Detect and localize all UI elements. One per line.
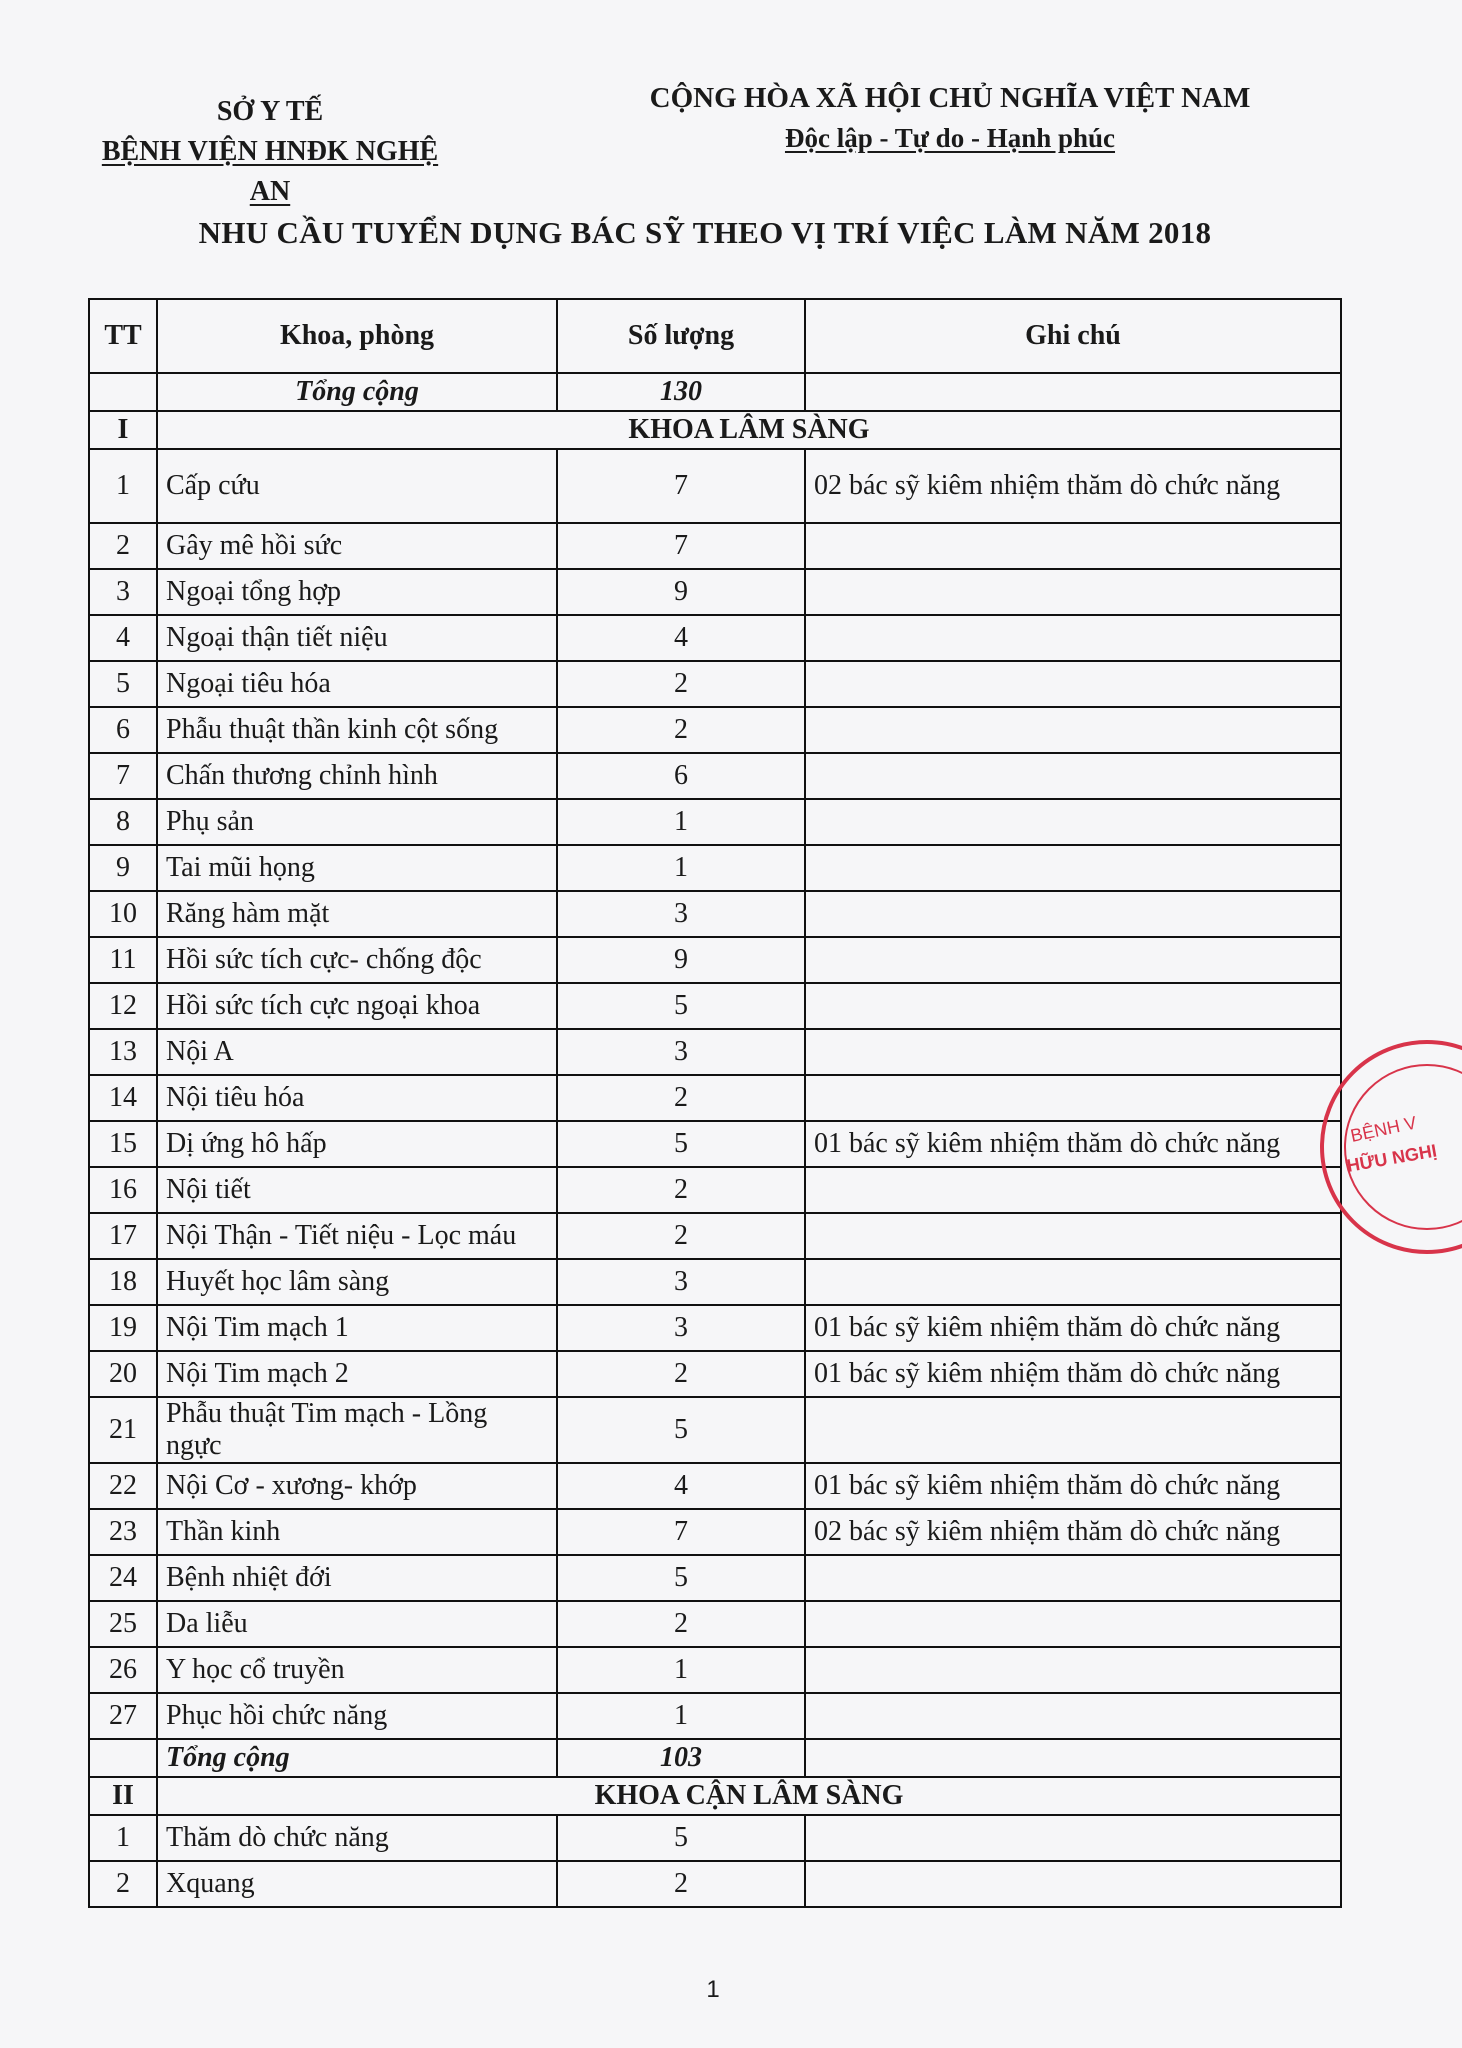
note	[805, 799, 1341, 845]
quantity: 3	[557, 1305, 805, 1351]
column-header-department: Khoa, phòng	[157, 299, 557, 373]
department-name: Y học cổ truyền	[157, 1647, 557, 1693]
table-body	[89, 299, 1341, 1907]
quantity: 5	[557, 1397, 805, 1463]
agency-header	[80, 92, 460, 212]
department-name: Thăm dò chức năng	[157, 1815, 557, 1861]
table-row	[89, 1815, 1341, 1861]
note	[805, 569, 1341, 615]
row-number: 13	[89, 1029, 157, 1075]
grand-total-value: 130	[557, 373, 805, 411]
row-number: 26	[89, 1647, 157, 1693]
table-row	[89, 753, 1341, 799]
grand-total-label: Tổng cộng	[157, 373, 557, 411]
section-total-label: Tổng cộng	[157, 1739, 557, 1777]
department-name: Ngoại tiêu hóa	[157, 661, 557, 707]
quantity: 1	[557, 845, 805, 891]
department-name: Tai mũi họng	[157, 845, 557, 891]
note	[805, 1861, 1341, 1907]
department-name: Hồi sức tích cực- chống độc	[157, 937, 557, 983]
table-row	[89, 523, 1341, 569]
section-total-row	[89, 1739, 1341, 1777]
note	[805, 1555, 1341, 1601]
department-name: Ngoại thận tiết niệu	[157, 615, 557, 661]
quantity: 2	[557, 1075, 805, 1121]
table-row	[89, 1213, 1341, 1259]
department-name: Bệnh nhiệt đới	[157, 1555, 557, 1601]
note: 02 bác sỹ kiêm nhiệm thăm dò chức năng	[805, 449, 1341, 523]
table-row	[89, 1305, 1341, 1351]
note: 01 bác sỹ kiêm nhiệm thăm dò chức năng	[805, 1463, 1341, 1509]
department-name: Phục hồi chức năng	[157, 1693, 557, 1739]
table-row	[89, 1555, 1341, 1601]
quantity: 3	[557, 1029, 805, 1075]
quantity: 2	[557, 1861, 805, 1907]
department-name: Xquang	[157, 1861, 557, 1907]
note	[805, 1029, 1341, 1075]
row-number: 16	[89, 1167, 157, 1213]
quantity: 1	[557, 1647, 805, 1693]
table-row	[89, 615, 1341, 661]
table-row	[89, 569, 1341, 615]
quantity: 7	[557, 523, 805, 569]
table-row	[89, 1509, 1341, 1555]
department-name: Da liễu	[157, 1601, 557, 1647]
table-header-row	[89, 299, 1341, 373]
department-name: Gây mê hồi sức	[157, 523, 557, 569]
row-number: 25	[89, 1601, 157, 1647]
note	[805, 845, 1341, 891]
table-cell	[89, 373, 157, 411]
column-header-quantity: Số lượng	[557, 299, 805, 373]
section-total-value: 103	[557, 1739, 805, 1777]
svg-text:BỆNH V: BỆNH V	[1348, 1112, 1419, 1146]
quantity: 2	[557, 707, 805, 753]
row-number: 10	[89, 891, 157, 937]
quantity: 7	[557, 449, 805, 523]
table-row	[89, 1463, 1341, 1509]
note	[805, 661, 1341, 707]
department-name: Nội Thận - Tiết niệu - Lọc máu	[157, 1213, 557, 1259]
note	[805, 1259, 1341, 1305]
table-row	[89, 1693, 1341, 1739]
note	[805, 1647, 1341, 1693]
table-row	[89, 983, 1341, 1029]
department-name: Ngoại tổng hợp	[157, 569, 557, 615]
table-row	[89, 1121, 1341, 1167]
section-title: KHOA LÂM SÀNG	[157, 411, 1341, 449]
table-row	[89, 707, 1341, 753]
note	[805, 1815, 1341, 1861]
department-name: Răng hàm mặt	[157, 891, 557, 937]
row-number: 22	[89, 1463, 157, 1509]
row-number: 2	[89, 523, 157, 569]
note	[805, 1075, 1341, 1121]
department-name: Nội tiết	[157, 1167, 557, 1213]
quantity: 5	[557, 1815, 805, 1861]
table-row	[89, 449, 1341, 523]
quantity: 2	[557, 1167, 805, 1213]
department-name: Phụ sản	[157, 799, 557, 845]
document-title: NHU CẦU TUYỂN DỤNG BÁC SỸ THEO VỊ TRÍ VIỆC LÀM NĂM 2018	[198, 215, 1212, 250]
quantity: 4	[557, 1463, 805, 1509]
quantity: 9	[557, 569, 805, 615]
table-row	[89, 1861, 1341, 1907]
row-number: 1	[89, 1815, 157, 1861]
section-numeral: I	[89, 411, 157, 449]
section-numeral: II	[89, 1777, 157, 1815]
column-header-note: Ghi chú	[805, 299, 1341, 373]
row-number: 9	[89, 845, 157, 891]
quantity: 5	[557, 983, 805, 1029]
note	[805, 937, 1341, 983]
department-name: Nội Tim mạch 1	[157, 1305, 557, 1351]
row-number: 17	[89, 1213, 157, 1259]
table-row	[89, 1601, 1341, 1647]
note: 01 bác sỹ kiêm nhiệm thăm dò chức năng	[805, 1305, 1341, 1351]
note	[805, 753, 1341, 799]
note: 02 bác sỹ kiêm nhiệm thăm dò chức năng	[805, 1509, 1341, 1555]
note	[805, 615, 1341, 661]
quantity: 2	[557, 661, 805, 707]
table-row	[89, 1075, 1341, 1121]
note	[805, 523, 1341, 569]
note: 01 bác sỹ kiêm nhiệm thăm dò chức năng	[805, 1351, 1341, 1397]
quantity: 1	[557, 1693, 805, 1739]
department-name: Chấn thương chỉnh hình	[157, 753, 557, 799]
department-name: Nội tiêu hóa	[157, 1075, 557, 1121]
row-number: 27	[89, 1693, 157, 1739]
quantity: 7	[557, 1509, 805, 1555]
quantity: 1	[557, 799, 805, 845]
table-row	[89, 1029, 1341, 1075]
table-row	[89, 1259, 1341, 1305]
recruitment-table	[88, 298, 1342, 1908]
table-row	[89, 891, 1341, 937]
table-row	[89, 799, 1341, 845]
ministry-name: SỞ Y TẾ	[216, 96, 324, 127]
quantity: 5	[557, 1121, 805, 1167]
grand-total-row	[89, 373, 1341, 411]
section-header-row	[89, 1777, 1341, 1815]
table-cell	[89, 1739, 157, 1777]
table-row	[89, 1397, 1341, 1463]
page-number: 1	[706, 1976, 720, 2003]
row-number: 24	[89, 1555, 157, 1601]
row-number: 6	[89, 707, 157, 753]
row-number: 21	[89, 1397, 157, 1463]
row-number: 11	[89, 937, 157, 983]
row-number: 23	[89, 1509, 157, 1555]
department-name: Nội Tim mạch 2	[157, 1351, 557, 1397]
note	[805, 1693, 1341, 1739]
department-name: Cấp cứu	[157, 449, 557, 523]
department-name: Huyết học lâm sàng	[157, 1259, 557, 1305]
table-cell	[805, 1739, 1341, 1777]
row-number: 12	[89, 983, 157, 1029]
hospital-name: BỆNH VIỆN HNĐK NGHỆ AN	[101, 136, 439, 207]
table-row	[89, 1167, 1341, 1213]
quantity: 2	[557, 1213, 805, 1259]
official-seal-stamp	[1312, 1032, 1462, 1262]
department-name: Dị ứng hô hấp	[157, 1121, 557, 1167]
column-header-tt: TT	[89, 299, 157, 373]
quantity: 4	[557, 615, 805, 661]
note	[805, 707, 1341, 753]
row-number: 19	[89, 1305, 157, 1351]
quantity: 2	[557, 1601, 805, 1647]
table-row	[89, 661, 1341, 707]
note	[805, 1167, 1341, 1213]
table-cell	[805, 373, 1341, 411]
row-number: 5	[89, 661, 157, 707]
svg-text:HỮU NGHỊ: HỮU NGHỊ	[1345, 1140, 1439, 1176]
note	[805, 983, 1341, 1029]
table-row	[89, 937, 1341, 983]
section-header-row	[89, 411, 1341, 449]
row-number: 20	[89, 1351, 157, 1397]
quantity: 3	[557, 1259, 805, 1305]
note	[805, 1213, 1341, 1259]
row-number: 7	[89, 753, 157, 799]
quantity: 9	[557, 937, 805, 983]
national-header	[610, 78, 1290, 158]
row-number: 3	[89, 569, 157, 615]
national-motto: Độc lập - Tự do - Hạnh phúc	[784, 123, 1116, 153]
department-name: Thần kinh	[157, 1509, 557, 1555]
row-number: 8	[89, 799, 157, 845]
quantity: 3	[557, 891, 805, 937]
quantity: 6	[557, 753, 805, 799]
row-number: 15	[89, 1121, 157, 1167]
section-title: KHOA CẬN LÂM SÀNG	[157, 1777, 1341, 1815]
note	[805, 1601, 1341, 1647]
row-number: 2	[89, 1861, 157, 1907]
department-name: Phẫu thuật Tim mạch - Lồng ngực	[157, 1397, 557, 1463]
row-number: 4	[89, 615, 157, 661]
row-number: 18	[89, 1259, 157, 1305]
row-number: 14	[89, 1075, 157, 1121]
country-name: CỘNG HÒA XÃ HỘI CHỦ NGHĨA VIỆT NAM	[649, 82, 1251, 114]
row-number: 1	[89, 449, 157, 523]
note	[805, 1397, 1341, 1463]
department-name: Hồi sức tích cực ngoại khoa	[157, 983, 557, 1029]
quantity: 2	[557, 1351, 805, 1397]
table-row	[89, 1647, 1341, 1693]
table-row	[89, 1351, 1341, 1397]
department-name: Nội A	[157, 1029, 557, 1075]
quantity: 5	[557, 1555, 805, 1601]
table-row	[89, 845, 1341, 891]
note	[805, 891, 1341, 937]
department-name: Phẫu thuật thần kinh cột sống	[157, 707, 557, 753]
department-name: Nội Cơ - xương- khớp	[157, 1463, 557, 1509]
note: 01 bác sỹ kiêm nhiệm thăm dò chức năng	[805, 1121, 1341, 1167]
